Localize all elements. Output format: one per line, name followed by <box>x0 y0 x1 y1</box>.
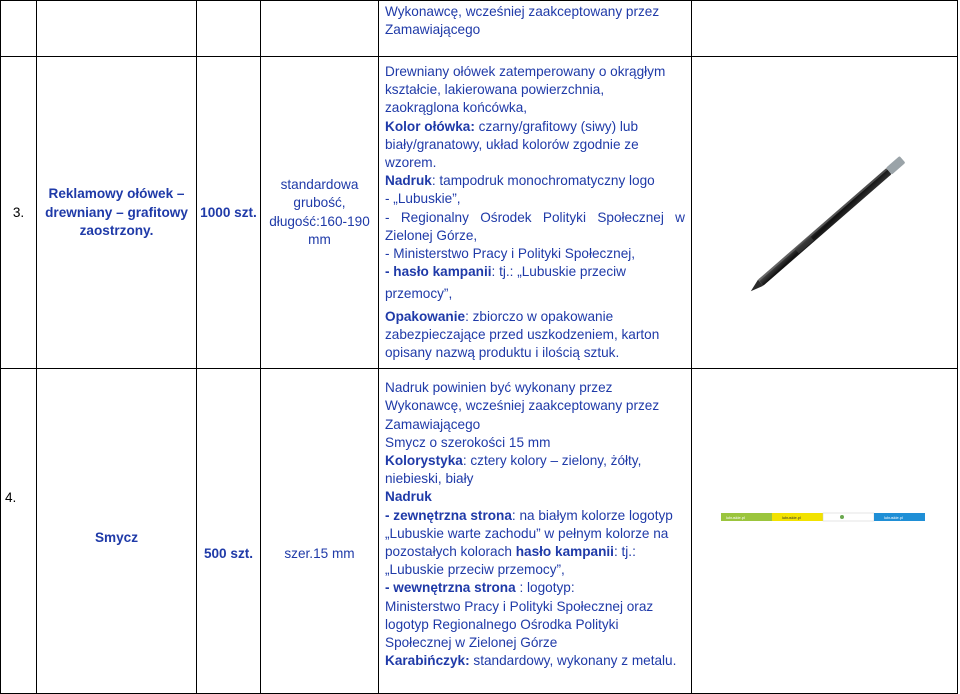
desc-line: Nadruk powinien być wykonany przez <box>385 380 613 396</box>
quantity: 500 szt. <box>197 369 261 694</box>
description-cell <box>379 1 692 57</box>
image-cell <box>692 369 958 694</box>
desc-line: Smycz o szerokości 15 mm <box>385 434 551 450</box>
desc-bold: Nadruk <box>385 173 432 189</box>
specification: standardowa grubość, długość:160-190 mm <box>261 57 379 369</box>
desc-line <box>385 263 685 281</box>
table-row <box>1 57 958 369</box>
desc-line: logotyp Regionalnego Ośrodka Polityki <box>385 616 619 632</box>
row-number: 3. <box>1 57 37 369</box>
desc-line <box>385 172 685 190</box>
lanyard-segment-white <box>823 513 874 521</box>
desc-bold: hasło kampanii <box>515 544 614 560</box>
desc-text: : cztery kolory – zielony, żółty, <box>462 453 642 469</box>
desc-line <box>385 308 685 326</box>
desc-line <box>385 652 685 670</box>
desc-line: Nadruk <box>385 489 432 505</box>
desc-line: przemocy”, <box>385 286 453 302</box>
desc-line: Zamawiającego <box>385 22 481 38</box>
desc-line <box>385 543 685 561</box>
desc-line: kształcie, lakierowana powierzchnia, <box>385 82 605 98</box>
desc-bold: Kolorystyka <box>385 453 463 469</box>
desc-line: zaokrąglona końcówka, <box>385 100 528 116</box>
desc-line: „Lubuskie przeciw przemocy”, <box>385 562 565 578</box>
desc-text: czarny/grafitowy (siwy) lub <box>474 118 639 134</box>
description-cell <box>379 57 692 369</box>
desc-line: Zamawiającego <box>385 416 481 432</box>
desc-line: Wykonawcę, wcześniej zaakceptowany przez <box>385 398 660 414</box>
desc-text: : na białym kolorze logotyp <box>511 507 673 523</box>
lanyard-logo-icon <box>840 515 844 519</box>
desc-line: zabezpieczające przed uszkodzeniem, karton <box>385 326 660 342</box>
desc-line: biały/granatowy, układ kolorów zgodnie ze <box>385 136 639 152</box>
desc-bold: - hasło kampanii <box>385 264 492 280</box>
lanyard-text: lubuskie.pl <box>726 515 745 521</box>
pencil-image <box>692 57 958 363</box>
row-number-text: 4. <box>5 490 17 506</box>
desc-bold: - wewnętrzna strona <box>385 580 516 596</box>
lanyard-text: lubuskie.pl <box>884 515 903 521</box>
specification: szer.15 mm <box>261 369 379 694</box>
description-cell <box>379 369 692 694</box>
lanyard-text: lubuskie.pl <box>782 515 801 521</box>
desc-text: standardowy, wykonany z metalu. <box>469 653 677 669</box>
desc-line: Społecznej w Zielonej Górze <box>385 635 558 651</box>
desc-text: : tj.: <box>613 544 636 560</box>
desc-line: - Ministerstwo Pracy i Polityki Społecznej, <box>385 246 636 262</box>
lanyard-image <box>692 369 958 688</box>
desc-text: : tj.: „Lubuskie przeciw <box>491 264 626 280</box>
desc-bold: Opakowanie <box>385 308 466 324</box>
row-number <box>1 369 37 694</box>
quantity: 1000 szt. <box>197 57 261 369</box>
desc-text: : logotyp: <box>515 580 575 596</box>
desc-line: Wykonawcę, wcześniej zaakceptowany przez <box>385 4 660 19</box>
image-cell <box>692 57 958 369</box>
product-name: Smycz <box>37 369 197 694</box>
desc-line: opisany nazwą produktu i ilością sztuk. <box>385 345 620 361</box>
pencil-body <box>758 168 892 286</box>
desc-bold: Karabińczyk: <box>385 653 470 669</box>
desc-line: - Regionalny Ośrodek Polityki Społecznej w <box>385 209 685 225</box>
desc-line: Ministerstwo Pracy i Polityki Społecznej oraz <box>385 598 654 614</box>
desc-line: „Lubuskie warte zachodu” w pełnym kolorze na <box>385 525 669 541</box>
desc-line: Zielonej Górze, <box>385 227 478 243</box>
desc-line <box>385 452 685 470</box>
desc-line: Drewniany ołówek zatemperowany o okrągłym <box>385 64 666 79</box>
table-row <box>1 1 958 57</box>
desc-line <box>385 118 685 136</box>
desc-text: pozostałych kolorach <box>385 544 516 560</box>
desc-text: : zbiorczo w opakowanie <box>465 308 614 324</box>
desc-line <box>385 507 685 525</box>
desc-text: : tampodruk monochromatyczny logo <box>431 173 655 189</box>
desc-line <box>385 579 685 597</box>
desc-bold: Kolor ołówka: <box>385 118 475 134</box>
desc-bold: - zewnętrzna strona <box>385 507 512 523</box>
lanyard-strip <box>721 513 925 521</box>
desc-line: wzorem. <box>385 155 437 171</box>
table-row <box>1 369 958 694</box>
desc-line: niebieski, biały <box>385 471 474 487</box>
desc-line: - „Lubuskie”, <box>385 191 461 207</box>
product-name: Reklamowy ołówek – drewniany – grafitowy zaostrzony. <box>37 57 197 369</box>
